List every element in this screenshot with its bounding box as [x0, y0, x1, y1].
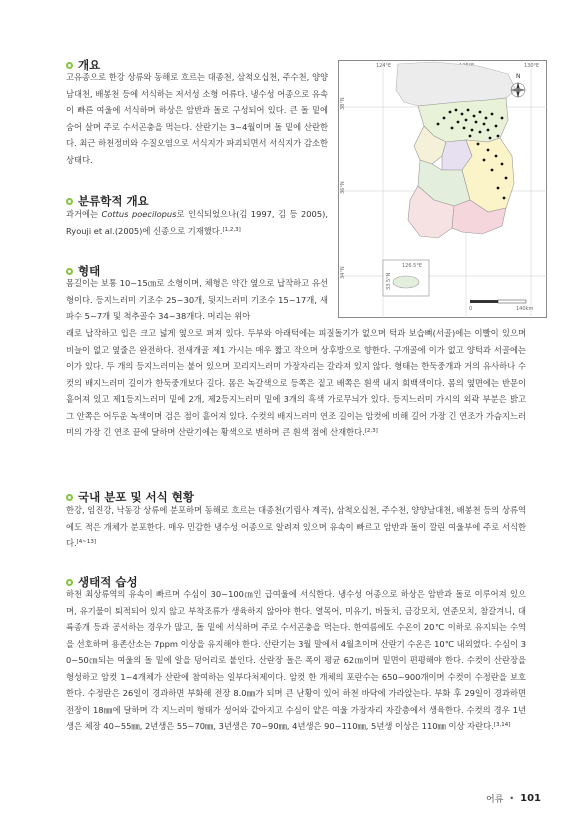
- section-title-overview: 개요: [66, 57, 100, 73]
- scale-end-label: 140km: [516, 306, 534, 312]
- page-footer: [486, 792, 541, 805]
- bullet-ring-icon: [66, 268, 73, 275]
- jeju-island: [393, 276, 419, 288]
- footer-label: 어류: [486, 795, 504, 805]
- north-label: N: [516, 73, 521, 80]
- section-title-taxonomy: 분류학적 개요: [66, 193, 149, 209]
- bullet-ring-icon: [66, 579, 73, 586]
- scale-bar: [470, 300, 526, 303]
- lat-335-label: 33.5°N: [386, 272, 392, 290]
- lat-38-label: 38°N: [340, 97, 346, 110]
- lon-124-label: 124°E: [376, 63, 392, 69]
- morphology-text-wide: 래로 납작하고 입은 크고 넓게 옆으로 퍼져 있다. 두부와 아래턱에는 피질돌기가 없으며 턱과 보습뼈(서골)에는 이빨이 있으며 비늘이 없고 옆줄은 완전하다. 전새개골 제1 가시는 매우 짧고 작으며 상후방으로 향한다. 구개골에 이가 없고 양턱과 서골에는 이가 있다. 두 개의 등지느러미는 붙어 있으며 꼬리지느러미 가장자리는 갈라져 있지 않다. 형태는 한둑중개과 거의 유사하나 수컷의 배지느러미 길이가 한둑중개보다 길다. 몸은 녹갈색으로 등쪽은 짙고 배쪽은 흰색 내지 회백색이다. 몸의 옆면에는 반문이 흩어져 있고 제1등지느러미 밑에 2개, 제2등지느러미 밑에 3개의 흑색 가로무늬가 있다. 등지느러미 가시의 외곽 부분은 밝고 그 안쪽은 어두운 녹색이며 검은 점이 흩어져 있다. 수컷의 배지느러미 연조 길이는 암컷에 비해 길어 가장 긴 연조가 가슴지느러미의 가장 긴 연조 끝에 달하며 산란기에는 황색으로 변하며 큰 흰색 점에 산재한다.[2,3]: [66, 328, 526, 437]
- morphology-text-narrow: 몸길이는 보통 10~15㎝로 소형이며, 체형은 약간 옆으로 납작하고 유선형이다. 등지느러미 기조수 25~30개, 뒷지느러미 기조수 15~17개, 새파수 5~7개 및 척추골수 34~38개다. 머리는 위아: [66, 278, 328, 321]
- section-title-morphology: 형태: [66, 263, 100, 279]
- lat-34-label: 34°N: [340, 266, 346, 279]
- lat-36-label: 36°N: [340, 181, 346, 194]
- ecology-text: 하천 최상류역의 유속이 빠르며 수심이 30~100㎝인 급여울에 서식한다. 냉수성 어종으로 하상은 암반과 돌로 이루어져 있으며, 유기물이 퇴적되어 있지 않고 부착조류가 생육하지 않아야 한다. 열목어, 미유기, 버들치, 금강모치, 연준모치, 참갈겨니, 대륙종개 등과 공서하는 경우가 많고, 돌 밑에 서식하며 주로 수서곤충을 먹는다. 한여름에도 수온이 20℃ 이하로 유지되는 수역을 선호하며 용존산소는 7ppm 이상을 유지해야 한다. 산란기는 3월 말에서 4월초이며 산란기 수온은 10℃ 내외였다. 수심이 30~50㎝되는 여울의 돌 밑에 알을 덩어리로 붙인다. 산란장 돌은 폭이 평균 62㎝이며 밑면이 편평해야 한다. 수컷이 산란장을 형성하고 암컷 1~4개체가 산란에 참여하는 일부다처제이다. 암컷 한 개체의 포란수는 650~900개이며 수컷이 수정란을 보호한다. 수정란은 26일이 경과하면 부화해 전장 8.0㎜가 되며 큰 난황이 있어 하천 바닥에 가라앉는다. 부화 후 29일이 경과하면 전장이 18㎜에 달하며 각 지느러미 형태가 성어와 같아지고 수심이 얕은 여울 가장자리 자갈층에서 생육한다. 수컷의 경우 1년생은 체장 40~55㎜, 2년생은 55~70㎜, 3년생은 70~90㎜, 4년생은 90~110㎜, 5년생 이상은 110㎜ 이상 자란다.[3,14]: [66, 589, 526, 731]
- section-title-ecology: 생태적 습성: [66, 574, 138, 590]
- bullet-ring-icon: [66, 198, 73, 205]
- taxonomy-text: 과거에는 Cottus poecilopus로 인식되었으나(김 1997, 김 등 2005), Ryouji et al.(2005)에 신종으로 기재했다.[1,2,3]: [66, 209, 328, 236]
- scale-start-label: 0: [469, 306, 473, 312]
- section-title-distribution: 국내 분포 및 서식 현황: [66, 489, 194, 505]
- lon-130-label: 130°E: [524, 63, 540, 69]
- footer-dot: •: [509, 794, 515, 803]
- bullet-ring-icon: [66, 62, 73, 69]
- bullet-ring-icon: [66, 494, 73, 501]
- lon-1265-label: 126.5°E: [402, 263, 422, 269]
- page-number: 101: [520, 793, 541, 804]
- overview-text: 고유종으로 한강 상류와 동해로 흐르는 대종천, 삼척오십천, 주수천, 양양남대천, 배봉천 등에 서식하는 저서성 소형 어류다. 냉수성 어종으로 유속이 빠른 여울에 서식하며 하상은 암반과 돌로 구성되어 있다. 큰 돌 밑에 숨어 살며 주로 수서곤충을 먹는다. 산란기는 3~4월이며 돌 밑에 산란한다. 최근 하천정비와 수질오염으로 서식지가 파괴되면서 서식지가 감소한 상태다.: [66, 72, 328, 165]
- distribution-map: [338, 60, 547, 318]
- distribution-text: 한강, 임진강, 낙동강 상류에 분포하며 동해로 흐르는 대종천(기림사 계곡), 삼척오십천, 주수천, 양양남대천, 배봉천 등의 상류역에도 적은 개체가 분포한다. 매우 민감한 냉수성 어종으로 알려져 있으며 유속이 빠르고 암반과 돌이 깔린 여울부에 주로 서식한다.[4~13]: [66, 505, 526, 548]
- korea-map-figure: [338, 60, 547, 318]
